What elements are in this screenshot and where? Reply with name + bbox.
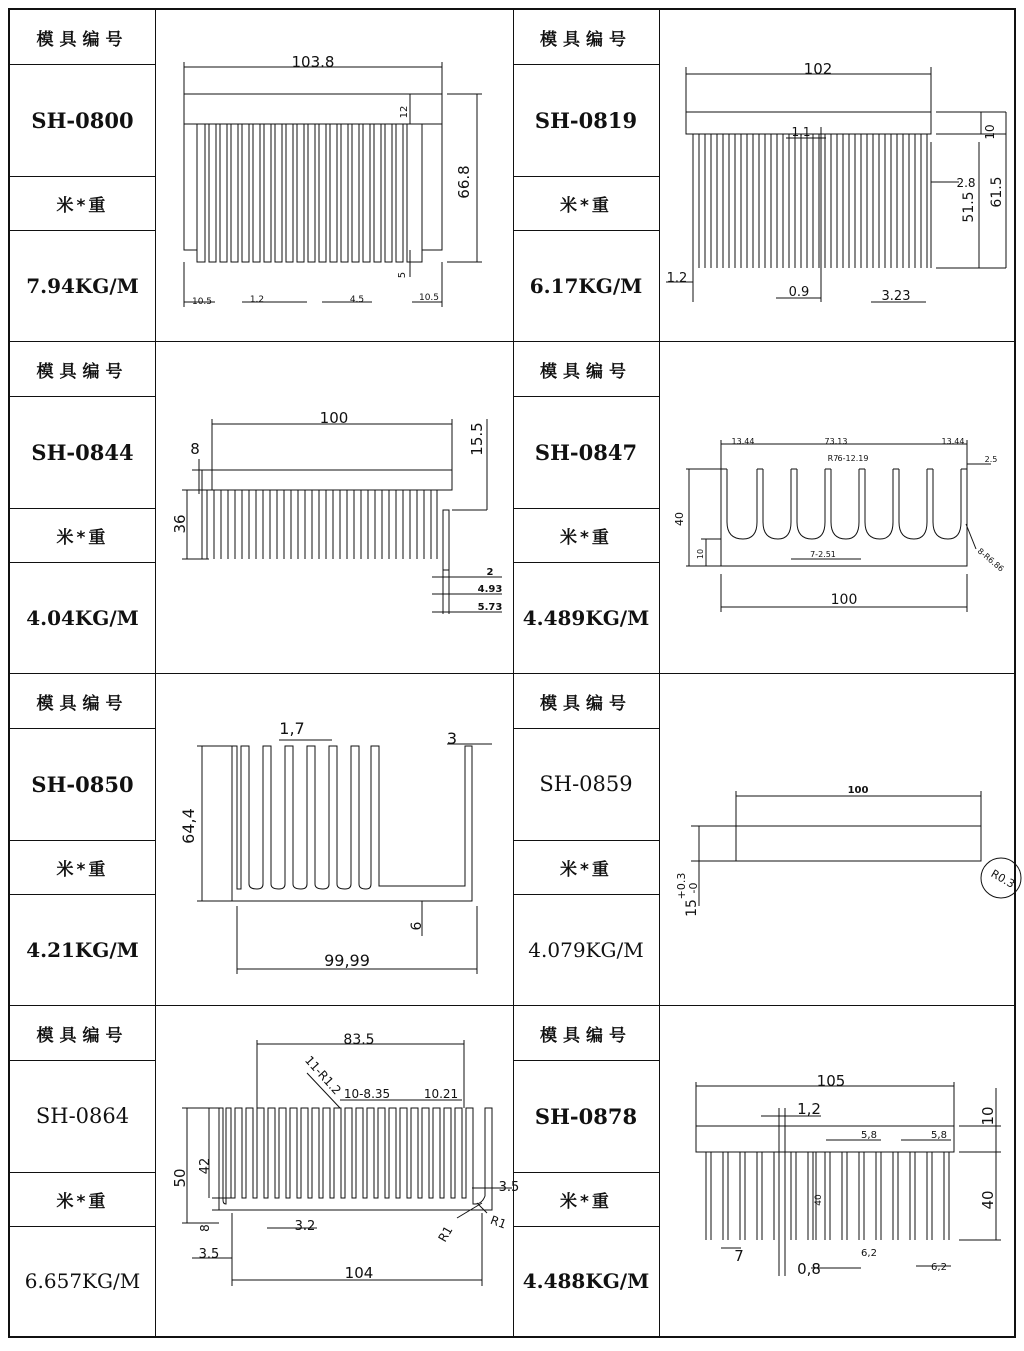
mold-code: SH-0800 [31, 107, 134, 133]
dim-p2: 5,8 [931, 1130, 947, 1141]
dim-width: 103.8 [291, 53, 335, 71]
profile-drawing-sh0819 [661, 12, 1016, 340]
dim-radius: R7 [827, 454, 839, 463]
dim-pitch1: 10-8.35 [343, 1087, 391, 1101]
dim-fin: 1,7 [279, 719, 305, 738]
dim-width: 105 [816, 1072, 846, 1090]
dim-width: 100 [319, 409, 349, 427]
dim-fin-h: 42 [198, 1157, 213, 1175]
mold-number-header: 模具编号 [36, 361, 129, 382]
dim-gap: 7-2.51 [810, 550, 836, 559]
dim-bottom: 0,8 [797, 1260, 821, 1278]
dimension-lines [686, 440, 991, 612]
dim-left: 7 [734, 1247, 744, 1265]
dim-width: 100 [847, 785, 869, 796]
profile-drawing-sh0844 [157, 344, 512, 672]
dim-base: 6 [409, 921, 425, 931]
dim-width: 99,99 [324, 951, 370, 970]
dim-pitch: 6-12.19 [837, 454, 869, 463]
profile-outline [721, 469, 967, 566]
profile-outline [736, 826, 981, 861]
profile-outline [202, 470, 452, 570]
dim-offset: 2.8 [956, 176, 976, 190]
mold-code: SH-0844 [31, 439, 134, 465]
dim-p4: 6,2 [931, 1262, 947, 1273]
weight-value: 4.079KG/M [528, 937, 644, 962]
dim-tol-minus: -0 [687, 882, 700, 894]
dim-wall: 3 [446, 729, 458, 748]
mold-number-header: 模具编号 [540, 361, 632, 382]
dim-height: 36 [171, 514, 189, 534]
dim-p1: 5,8 [861, 1130, 877, 1141]
dim-fin-top: 1.1 [791, 125, 811, 139]
mold-number-header: 模具编号 [540, 29, 632, 50]
mold-number-header: 模具编号 [36, 693, 129, 714]
dim-height: 61.5 [989, 176, 1005, 208]
dim-base: 10 [979, 1106, 997, 1126]
profile-drawing-sh0878 [661, 1008, 1016, 1336]
profile-drawing-sh0800 [157, 12, 512, 340]
dim-fin: 1,2 [797, 1100, 821, 1118]
dim-base: 8 [190, 440, 200, 458]
row-divider [10, 673, 1014, 674]
mold-code: SH-0847 [534, 439, 638, 465]
dim-fin: 2 [486, 567, 494, 578]
weight-per-meter-header: 米*重 [560, 859, 612, 880]
mold-code: SH-0864 [35, 1104, 130, 1128]
dim-left-foot: 10.5 [191, 297, 213, 307]
dim-width: 102 [803, 60, 833, 78]
weight-value: 6.657KG/M [24, 1269, 141, 1293]
dim-radius: 11-R1.2 [302, 1053, 344, 1098]
weight-per-meter-header: 米*重 [56, 527, 109, 548]
weight-value: 4.04KG/M [26, 605, 139, 630]
mold-number-header: 模具编号 [540, 1025, 632, 1046]
dim-top: 83.5 [343, 1032, 375, 1048]
row-divider [10, 1005, 1014, 1006]
weight-per-meter-header: 米*重 [560, 527, 612, 548]
mold-number-header: 模具编号 [36, 1025, 129, 1046]
dim-base: 8 [198, 1224, 212, 1232]
dim-end: 2.5 [984, 455, 998, 464]
dim-width: 100 [830, 592, 858, 608]
dim-root: 8-R6.86 [975, 546, 1006, 574]
weight-value: 7.94KG/M [26, 273, 139, 298]
mold-code: SH-0850 [31, 771, 134, 797]
dim-edge: 1.2 [666, 271, 688, 286]
dim-bottom: 5 [397, 271, 408, 279]
dim-thickness: 15 [684, 899, 700, 917]
row-divider [10, 341, 1014, 342]
weight-per-meter-header: 米*重 [56, 859, 109, 880]
mold-number-header: 模具编号 [36, 29, 129, 50]
weight-value: 6.17KG/M [529, 273, 643, 298]
weight-per-meter-header: 米*重 [56, 195, 109, 216]
weight-value: 4.21KG/M [26, 937, 139, 962]
weight-value: 4.488KG/M [522, 1269, 650, 1293]
profile-outline [232, 746, 472, 901]
dim-p3: 6,2 [861, 1248, 877, 1259]
dim-step: 15.5 [468, 422, 486, 456]
dim-r1: R1 [435, 1223, 456, 1245]
profile-drawing-sh0864 [157, 1008, 520, 1336]
dim-base: 10 [983, 124, 997, 140]
mold-code: SH-0878 [534, 1103, 638, 1129]
dim-height: 40 [979, 1190, 997, 1210]
mold-number-header: 模具编号 [540, 693, 632, 714]
dim-left: 13.44 [731, 437, 755, 446]
dim-mid: 73.13 [824, 437, 848, 446]
dim-tol-plus: +0.3 [675, 872, 688, 900]
mold-code: SH-0819 [534, 107, 638, 133]
dim-right-foot: 10.5 [418, 293, 440, 303]
dimension-lines [691, 791, 1021, 906]
profile-drawing-sh0847 [661, 344, 1016, 672]
dim-top: 12 [399, 105, 410, 119]
dim-pitch2: 10.21 [423, 1087, 459, 1101]
profile-drawing-sh0850 [157, 676, 512, 1004]
dim-fin-bottom: 0.9 [788, 285, 810, 300]
dim-pitch: 3.23 [881, 289, 911, 304]
dim-r2: R1 [488, 1212, 509, 1232]
dim-fin: 1.2 [249, 295, 265, 305]
dimension-lines [182, 419, 502, 614]
profile-outline [696, 1126, 954, 1240]
weight-per-meter-header: 米*重 [560, 195, 612, 216]
dim-bottom: 104 [344, 1264, 374, 1282]
mold-catalog-table [8, 8, 1016, 1338]
weight-per-meter-header: 米*重 [56, 1191, 109, 1212]
dim-height: 64,4 [179, 808, 198, 844]
dim-fin-h: 51.5 [961, 191, 977, 223]
mold-code: SH-0859 [539, 772, 633, 796]
dim-left: 3.5 [198, 1247, 220, 1262]
dim-gap: 3.2 [294, 1219, 316, 1234]
dim-gap: 4.5 [349, 295, 365, 305]
dim-mid-h: 40 [814, 1194, 824, 1206]
dim-height: 40 [673, 512, 686, 526]
weight-per-meter-header: 米*重 [560, 1191, 612, 1212]
dim-pitch1: 4.93 [477, 584, 503, 595]
weight-value: 4.489KG/M [522, 605, 650, 630]
profile-drawing-sh0859 [661, 676, 1016, 1004]
dimension-lines [184, 62, 482, 307]
dim-height: 66.8 [455, 165, 473, 199]
dim-radius: R0.3 [988, 867, 1017, 891]
dim-side: 3.5 [498, 1180, 520, 1195]
dim-height: 50 [171, 1168, 189, 1188]
dim-base: 10 [696, 548, 705, 560]
profile-outline [219, 1108, 492, 1210]
dim-right: 13.44 [941, 437, 965, 446]
dim-pitch2: 5.73 [477, 602, 503, 613]
